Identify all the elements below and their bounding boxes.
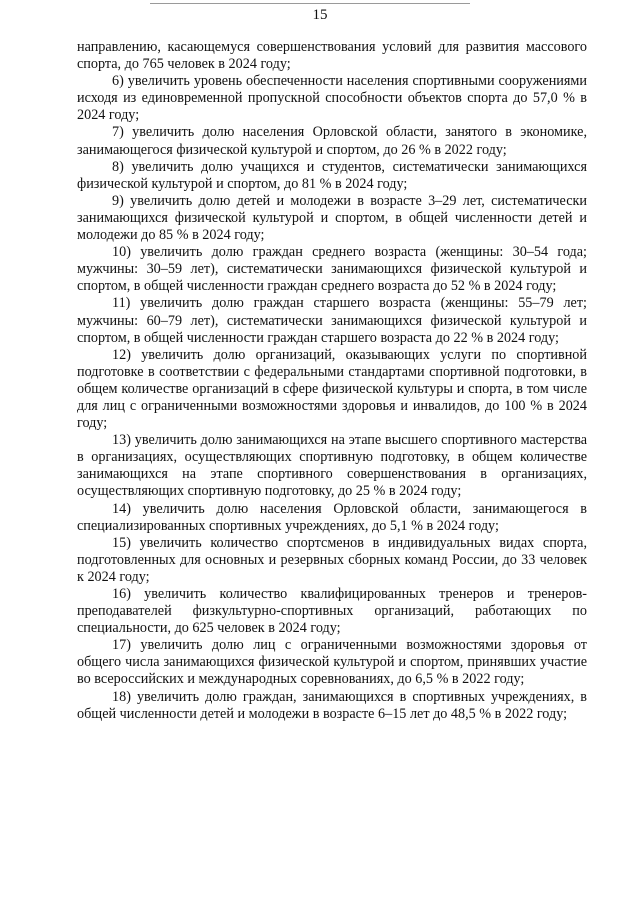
page-number: 15 [312,7,328,23]
paragraph-continuation: направлению, касающемуся совершенствования условий для развития массового спорта, до 765 человек в 2024 году; [77,39,587,73]
paragraph-item-8: 8) увеличить долю учащихся и студентов, систематически занимающихся физической культурой и спортом, до 81 % в 2024 году; [77,158,587,192]
paragraph-item-6: 6) увеличить уровень обеспеченности населения спортивными сооружениями исходя из единовременной пропускной способности объектов спорта до 57,0 % в 2024 году; [77,73,587,124]
paragraph-item-12: 12) увеличить долю организаций, оказывающих услуги по спортивной подготовке в соответствии с федеральными стандартами спортивной подготовки, в общем количестве организаций в сфере физической культуры и спорта, в том числе для лиц с ограниченными возможностями здоровья и инвалидов, до 100 % в 2024 году; [77,346,587,432]
paragraph-item-10: 10) увеличить долю граждан среднего возраста (женщины: 30–54 года; мужчины: 30–59 лет), систематически занимающихся физической культурой и спортом, в общей численности граждан среднего возраста до 52 % в 2024 году; [77,244,587,295]
paragraph-item-7: 7) увеличить долю населения Орловской области, занятого в экономике, занимающегося физической культурой и спортом, до 26 % в 2022 году; [77,124,587,158]
paragraph-item-13: 13) увеличить долю занимающихся на этапе высшего спортивного мастерства в организациях, осуществляющих спортивную подготовку, в общем количестве занимающихся на этапе спортивного совершенствования в организациях, осуществляющих спортивную подготовку, до 25 % в 2024 году; [77,432,587,500]
paragraph-item-15: 15) увеличить количество спортсменов в индивидуальных видах спорта, подготовленных для основных и резервных сборных команд России, до 33 человек к 2024 году; [77,534,587,585]
paragraph-item-11: 11) увеличить долю граждан старшего возраста (женщины: 55–79 лет; мужчины: 60–79 лет), систематически занимающихся физической культурой и спортом, в общей численности граждан старшего возраста до 22 % в 2024 году; [77,295,587,346]
top-scan-rule [150,3,470,4]
paragraph-item-17: 17) увеличить долю лиц с ограниченными возможностями здоровья от общего числа занимающихся физической культурой и спортом, принявших участие во всероссийских и международных соревнованиях, до 6,5 % в 2022 году; [77,637,587,688]
paragraph-item-9: 9) увеличить долю детей и молодежи в возрасте 3–29 лет, систематически занимающихся физической культурой и спортом, в общей численности детей и молодежи до 85 % в 2024 году; [77,192,587,244]
paragraph-item-16: 16) увеличить количество квалифицированных тренеров и тренеров-преподавателей физкультурно-спортивных организаций, работающих по специальности, до 625 человек в 2024 году; [77,586,587,637]
document-body [77,39,587,723]
paragraph-item-18: 18) увеличить долю граждан, занимающихся в спортивных учреждениях, в общей численности детей и молодежи в возрасте 6–15 лет до 48,5 % в 2022 году; [77,688,587,722]
paragraph-item-14: 14) увеличить долю населения Орловской области, занимающегося в специализированных спортивных учреждениях, до 5,1 % в 2024 году; [77,500,587,534]
